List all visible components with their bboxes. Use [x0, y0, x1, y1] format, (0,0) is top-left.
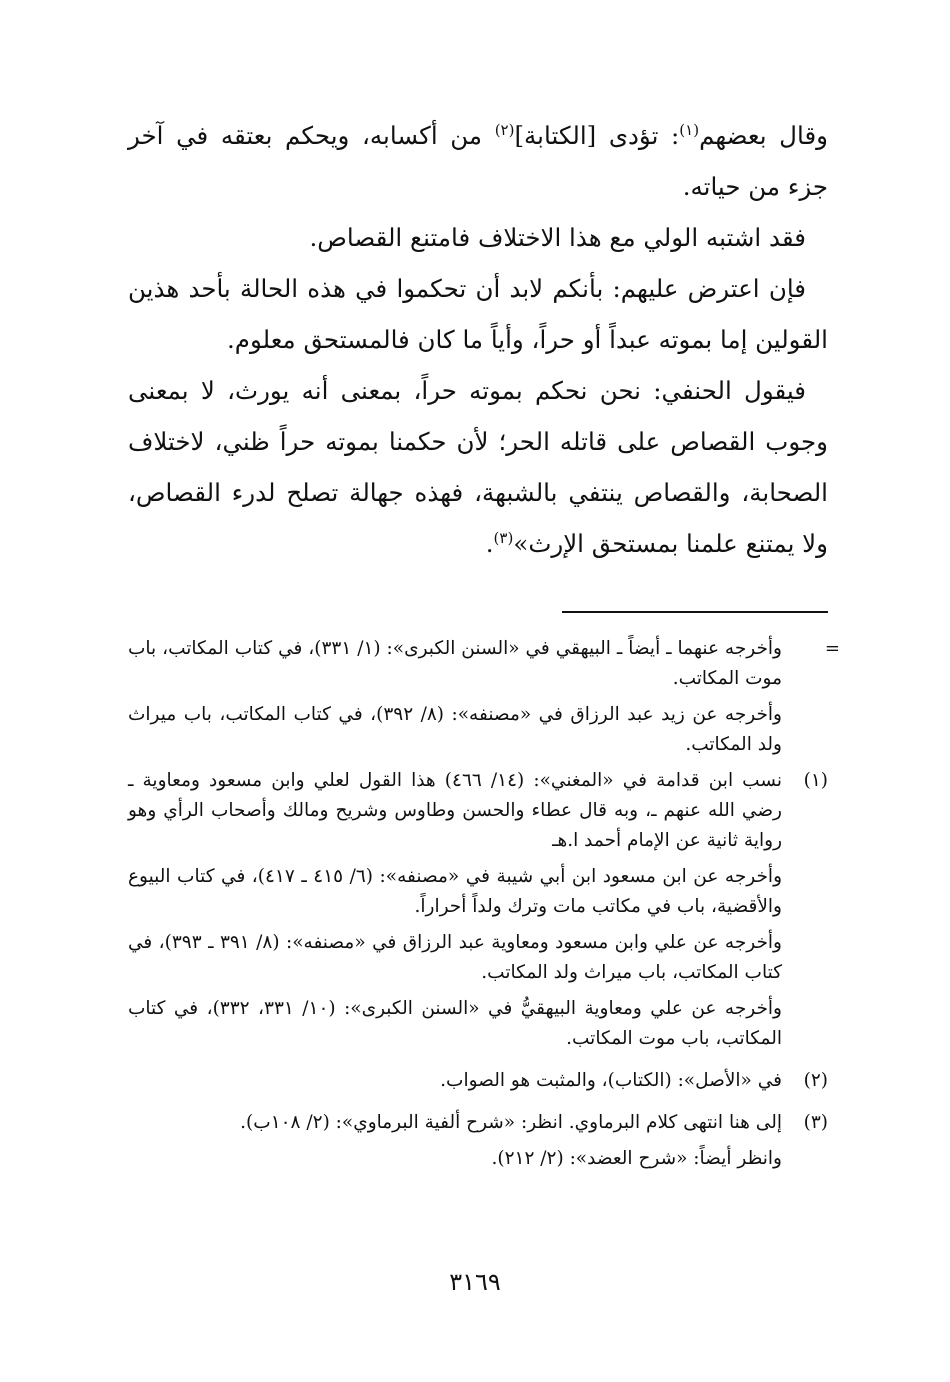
footnote-1	[128, 766, 828, 1060]
paragraph-4: فيقول الحنفي: نحن نحكم بموته حراً، بمعنى أنه يورث، لا بمعنى وجوب القصاص على قاتله الحر؛ لأن حكمنا بموته حراً ظني، لاختلاف الصحابة، والقصاص ينتفي بالشبهة، فهذه جهالة تصلح لدرء القصاص، ولا يمتنع علمنا بمستحق الإرث»$^{(٣)}$.	[128, 376, 828, 558]
footnote-paragraph: في «الأصل»: (الكتاب)، والمثبت هو الصواب.	[440, 1070, 782, 1091]
page-number: ٣١٦٩	[449, 1268, 501, 1296]
footnote-3	[128, 1108, 828, 1180]
paragraph-2: فقد اشتبه الولي مع هذا الاختلاف فامتنع القصاص.	[309, 223, 806, 252]
footnote-separator	[562, 611, 828, 613]
footnote-number: (٣)	[803, 1112, 828, 1133]
footnote-ref-3[interactable]: (٣)	[493, 529, 514, 547]
footnote-continuation-1: وأخرجه عنهما ـ أيضاً ـ البيهقي في «السنن الكبرى»: (١/ ٣٣١)، في كتاب المكاتب، باب موت المكاتب.	[128, 638, 782, 689]
footnote-body	[128, 766, 782, 1060]
footnote-paragraph: وأخرجه عن ابن مسعود ابن أبي شيبة في «مصنفه»: (٦/ ٤١٥ ـ ٤١٧)، في كتاب البيوع والأقضية، باب في مكاتب مات وترك ولداً أحراراً.	[128, 866, 783, 917]
footnote-paragraph: وأخرجه عن علي وابن مسعود ومعاوية عبد الرزاق في «مصنفه»: (٨/ ٣٩١ ـ ٣٩٣)، في كتاب المكاتب، باب ميراث ولد المكاتب.	[128, 932, 782, 983]
paragraph-3: فإن اعترض عليهم: بأنكم لابد أن تحكموا في هذه الحالة بأحد هذين القولين إما بموته عبداً أو حراً، وأياً ما كان فالمستحق معلوم.	[128, 274, 828, 354]
main-text	[128, 110, 828, 569]
footnote-number: (١)	[803, 770, 828, 791]
footnote-paragraph: وأخرجه عن علي ومعاوية البيهقيُّ في «السنن الكبرى»: (١٠/ ٣٣١، ٣٣٢)، في كتاب المكاتب، باب موت المكاتب.	[128, 998, 782, 1049]
continuation-mark: =	[824, 638, 840, 659]
footnote-paragraph: نسب ابن قدامة في «المغني»: (١٤/ ٤٦٦) هذا القول لعلي وابن مسعود ومعاوية ـ رضي الله عنهم ـ، وبه قال عطاء والحسن وطاوس وشريح ومالك وأصحاب الرأي وهو رواية ثانية عن الإمام أحمد ا.هـ	[128, 770, 782, 851]
footnote-2	[128, 1066, 828, 1102]
footnote-paragraph: وانظر أيضاً: «شرح العضد»: (٢/ ٢١٢).	[491, 1148, 782, 1169]
footnote-number: (٢)	[803, 1070, 828, 1091]
footnote-ref-1[interactable]: (١)	[679, 121, 700, 139]
paragraph-1: وقال بعضهم$^{(١)}$: تؤدى [الكتابة]$^{(٢)}$ من أكسابه، ويحكم بعتقه في آخر جزء من حياته.	[128, 121, 828, 201]
footnote-body	[128, 1108, 782, 1180]
footnotes	[128, 634, 828, 1186]
footnote-ref-2[interactable]: (٢)	[494, 121, 515, 139]
footnote-body	[128, 1066, 782, 1102]
footnote-paragraph: إلى هنا انتهى كلام البرماوي. انظر: «شرح ألفية البرماوي»: (٢/ ١٠٨ب).	[240, 1112, 782, 1133]
footnote-continuation-2: وأخرجه عن زيد عبد الرزاق في «مصنفه»: (٨/ ٣٩٢)، في كتاب المكاتب، باب ميراث ولد المكاتب.	[128, 704, 782, 755]
